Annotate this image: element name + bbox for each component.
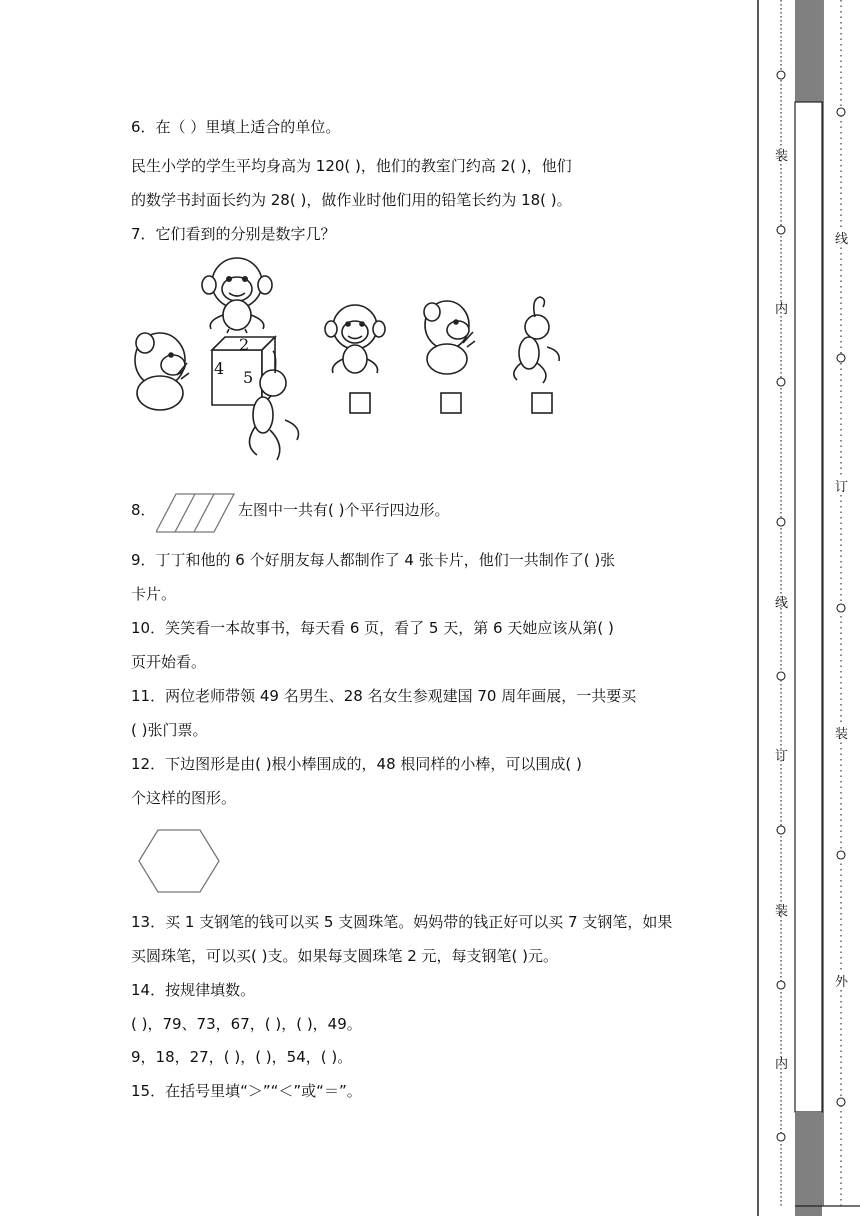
monkey-top-illustration	[202, 258, 272, 333]
binding-inner-label-6: 内	[775, 1057, 789, 1072]
q13-line-2: 买圆珠笔，可以买( )支。如果每支圆珠笔 2 元，每支钢笔( )元。	[131, 947, 559, 965]
binding-outer-label-1: 线	[835, 228, 848, 247]
parallelogram-figure	[156, 492, 236, 534]
q13-line-1: 13．买 1 支钢笔的钱可以买 5 支圆珠笔。妈妈带的钱正好可以买 7 支钢笔，如果	[131, 913, 673, 931]
q14-title: 14．按规律填数。	[131, 981, 256, 999]
q8-text: 左图中一共有( )个平行四边形。	[238, 501, 450, 519]
q11-line-2: ( )张门票。	[131, 721, 208, 739]
cube-number-top: 2	[239, 335, 250, 354]
binding-inner-label-4: 订	[775, 749, 789, 764]
binding-outer-label-3: 装	[835, 723, 848, 742]
q6-line-2: 的数学书封面长约为 28( )，做作业时他们用的铅笔长约为 18( )。	[131, 191, 572, 209]
q14-line-2: 9，18，27，( )，( )，54，( )。	[131, 1048, 353, 1066]
binding-inner-label-3: 线	[775, 596, 789, 611]
q11-line-1: 11．两位老师带领 49 名男生、28 名女生参观建国 70 周年画展，一共要买	[131, 687, 637, 705]
hexagon-figure	[137, 828, 221, 894]
answer-box-1[interactable]	[350, 393, 370, 413]
binding-inner-label-1: 装	[775, 149, 789, 164]
q7-title: 7．它们看到的分别是数字几？	[131, 225, 336, 243]
binding-outer-label-4: 外	[835, 971, 848, 990]
binding-inner-label-2: 内	[775, 302, 789, 317]
q9-line-2: 卡片。	[131, 585, 177, 603]
q6-title: 6．在（ ）里填上适合的单位。	[131, 118, 341, 136]
q15-title: 15．在括号里填“＞”“＜”或“＝”。	[131, 1082, 362, 1100]
monkey-back-view	[514, 297, 559, 383]
q6-line-1: 民生小学的学生平均身高为 120( )，他们的教室门约高 2( )，他们	[131, 157, 572, 175]
q12-line-2: 个这样的图形。	[131, 789, 237, 807]
binding-inner-label-5: 装	[775, 904, 789, 919]
cube-number-left: 4	[214, 359, 225, 378]
cube-number-front: 5	[243, 368, 254, 387]
q8-number: 8．	[131, 501, 156, 519]
monkey-front-view	[325, 305, 385, 373]
binding-margin	[757, 0, 860, 1216]
monkey-left-illustration	[135, 333, 189, 410]
monkey-side-view	[424, 301, 475, 374]
q12-line-1: 12．下边图形是由( )根小棒围成的，48 根同样的小棒，可以围成( )	[131, 755, 582, 773]
q14-line-1: ( )，79、73，67，( )，( )，49。	[131, 1015, 362, 1033]
q9-line-1: 9．丁丁和他的 6 个好朋友每人都制作了 4 张卡片，他们一共制作了( )张	[131, 551, 616, 569]
binding-outer-label-2: 订	[835, 476, 848, 495]
q7-figure	[125, 255, 585, 470]
answer-box-2[interactable]	[441, 393, 461, 413]
answer-box-3[interactable]	[532, 393, 552, 413]
q10-line-2: 页开始看。	[131, 653, 207, 671]
q10-line-1: 10．笑笑看一本故事书，每天看 6 页，看了 5 天，第 6 天她应该从第( )	[131, 619, 614, 637]
